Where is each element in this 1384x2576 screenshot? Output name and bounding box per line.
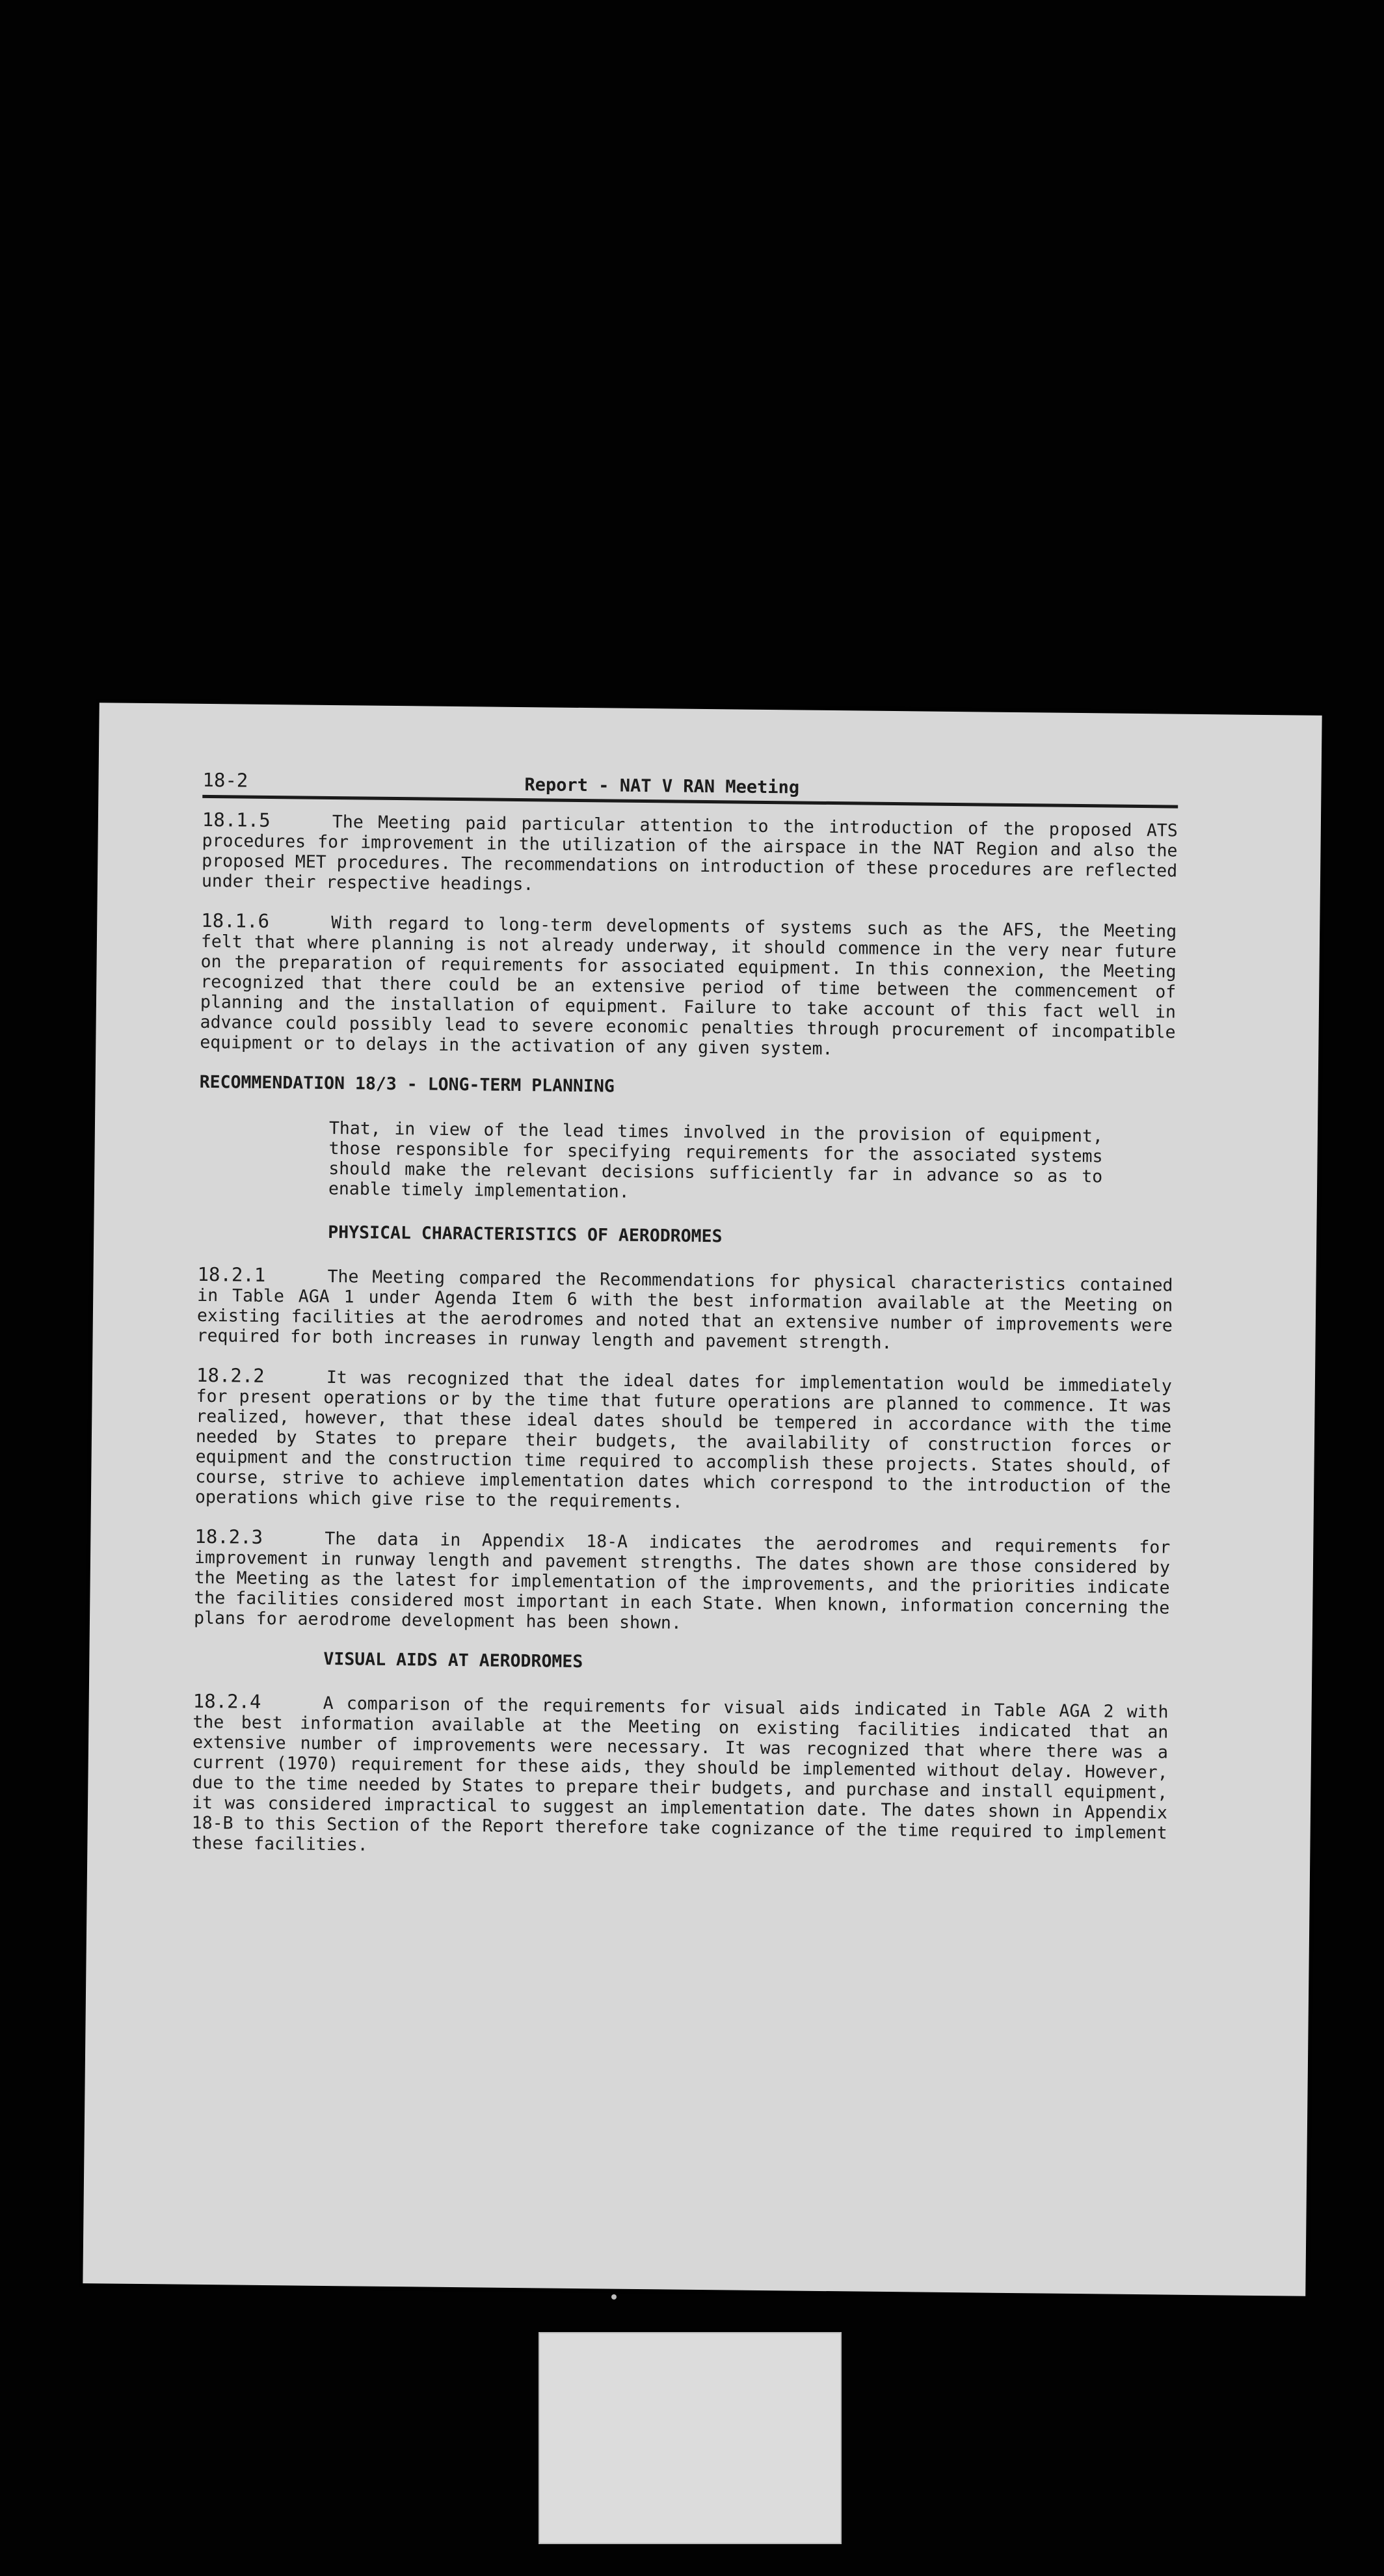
paragraph-18-1-5 (202, 810, 1178, 902)
paragraph-text: The Meeting compared the Recommendations for physical characteristics contained in Table AGA 1 under Agenda Item 6 with the best information available at the Meeting on existing facilities at the aerodromes and noted that an extensive number of improvements were required for both increases in runway length and pavement strength. (196, 1266, 1173, 1354)
paragraph-text: It was recognized that the ideal dates for implementation would be immediately for present operations or by the time that future operations are planned to commence. It was realized, however, that these ideal dates should be tempered in accordance with the time needed by States to prepare their budgets, the availability of construction forces or equipment and the construction time required to accomplish these projects. States should, of course, strive to achieve implementation dates which correspond to the introduction of the operations which give rise to the requirements. (194, 1367, 1173, 1512)
paragraph-number: 18.2.3 (194, 1525, 263, 1548)
recommendation-body: That, in view of the lead times involved in the provision of equipment, those responsible for specifying requirements for the associated systems should make the relevant decisions sufficiently far in advance so as to enable timely implementation. (328, 1118, 1104, 1202)
scan-speck (611, 2294, 617, 2300)
paragraph-18-2-2 (195, 1365, 1172, 1518)
page-header (202, 769, 1178, 809)
section-heading-physical: PHYSICAL CHARACTERISTICS OF AERODROMES (328, 1222, 723, 1247)
paragraph-18-1-6 (200, 911, 1177, 1063)
paragraph-text: A comparison of the requirements for visual aids indicated in Table AGA 2 with the best information available at the Meeting on existing facilities indicated that an extensive number of improvements were necessary. It was recognized that where there was a current (1970) requirement for these aids, they should be implemented without delay. However, due to the time needed by States to prepare their budgets, and purchase and install equipment, it was considered impractical to suggest an implementation date. The dates shown in Appendix 18-B to this Section of the Report therefore take cognizance of the time required to implement these facilities. (191, 1693, 1169, 1855)
paragraph-text: With regard to long-term developments of systems such as the AFS, the Meeting felt that where planning is not already underway, it should commence in the very near future on the preparation of requirements for associated equipment. In this connexion, the Meeting recognized that there could be an extensive period of time between the commencement of planning and the installation of equipment. Failure to take account of this fact well in advance could possibly lead to severe economic penalties through procurement of incompatible equipment or to delays in the activation of any given system. (200, 912, 1177, 1060)
paragraph-text: The data in Appendix 18-A indicates the aerodromes and requirements for improvement in runway length and pavement strengths. The dates shown are those considered by the Meeting as the latest for implementation of the improvements, and the priorities indicate the facilities considered most important in each State. When known, information concerning the plans for aerodrome development has been shown. (193, 1528, 1171, 1633)
paragraph-number: 18.1.6 (201, 909, 270, 932)
film-label-card (539, 2332, 842, 2544)
page-number: 18-2 (202, 768, 248, 792)
page-content (191, 769, 1178, 1883)
paragraph-number: 18.2.4 (193, 1689, 261, 1713)
paragraph-number: 18.2.2 (196, 1363, 265, 1387)
recommendation-title: RECOMMENDATION 18/3 - LONG-TERM PLANNING (199, 1071, 615, 1097)
paragraph-18-2-3 (194, 1527, 1171, 1639)
paragraph-18-2-1 (196, 1265, 1173, 1356)
running-title: Report - NAT V RAN Meeting (524, 775, 800, 798)
paragraph-number: 18.1.5 (202, 808, 271, 831)
document-page (83, 703, 1322, 2296)
paragraph-18-2-4 (191, 1691, 1169, 1864)
section-heading-visual: VISUAL AIDS AT AERODROMES (323, 1648, 583, 1672)
paragraph-text: The Meeting paid particular attention to the introduction of the proposed ATS procedures for improvement in the utilization of the airspace in the NAT Region and also the proposed MET procedures. The recommendations on introduction of these procedures are reflected under their respective headings. (201, 811, 1178, 895)
paragraph-number: 18.2.1 (197, 1263, 266, 1286)
